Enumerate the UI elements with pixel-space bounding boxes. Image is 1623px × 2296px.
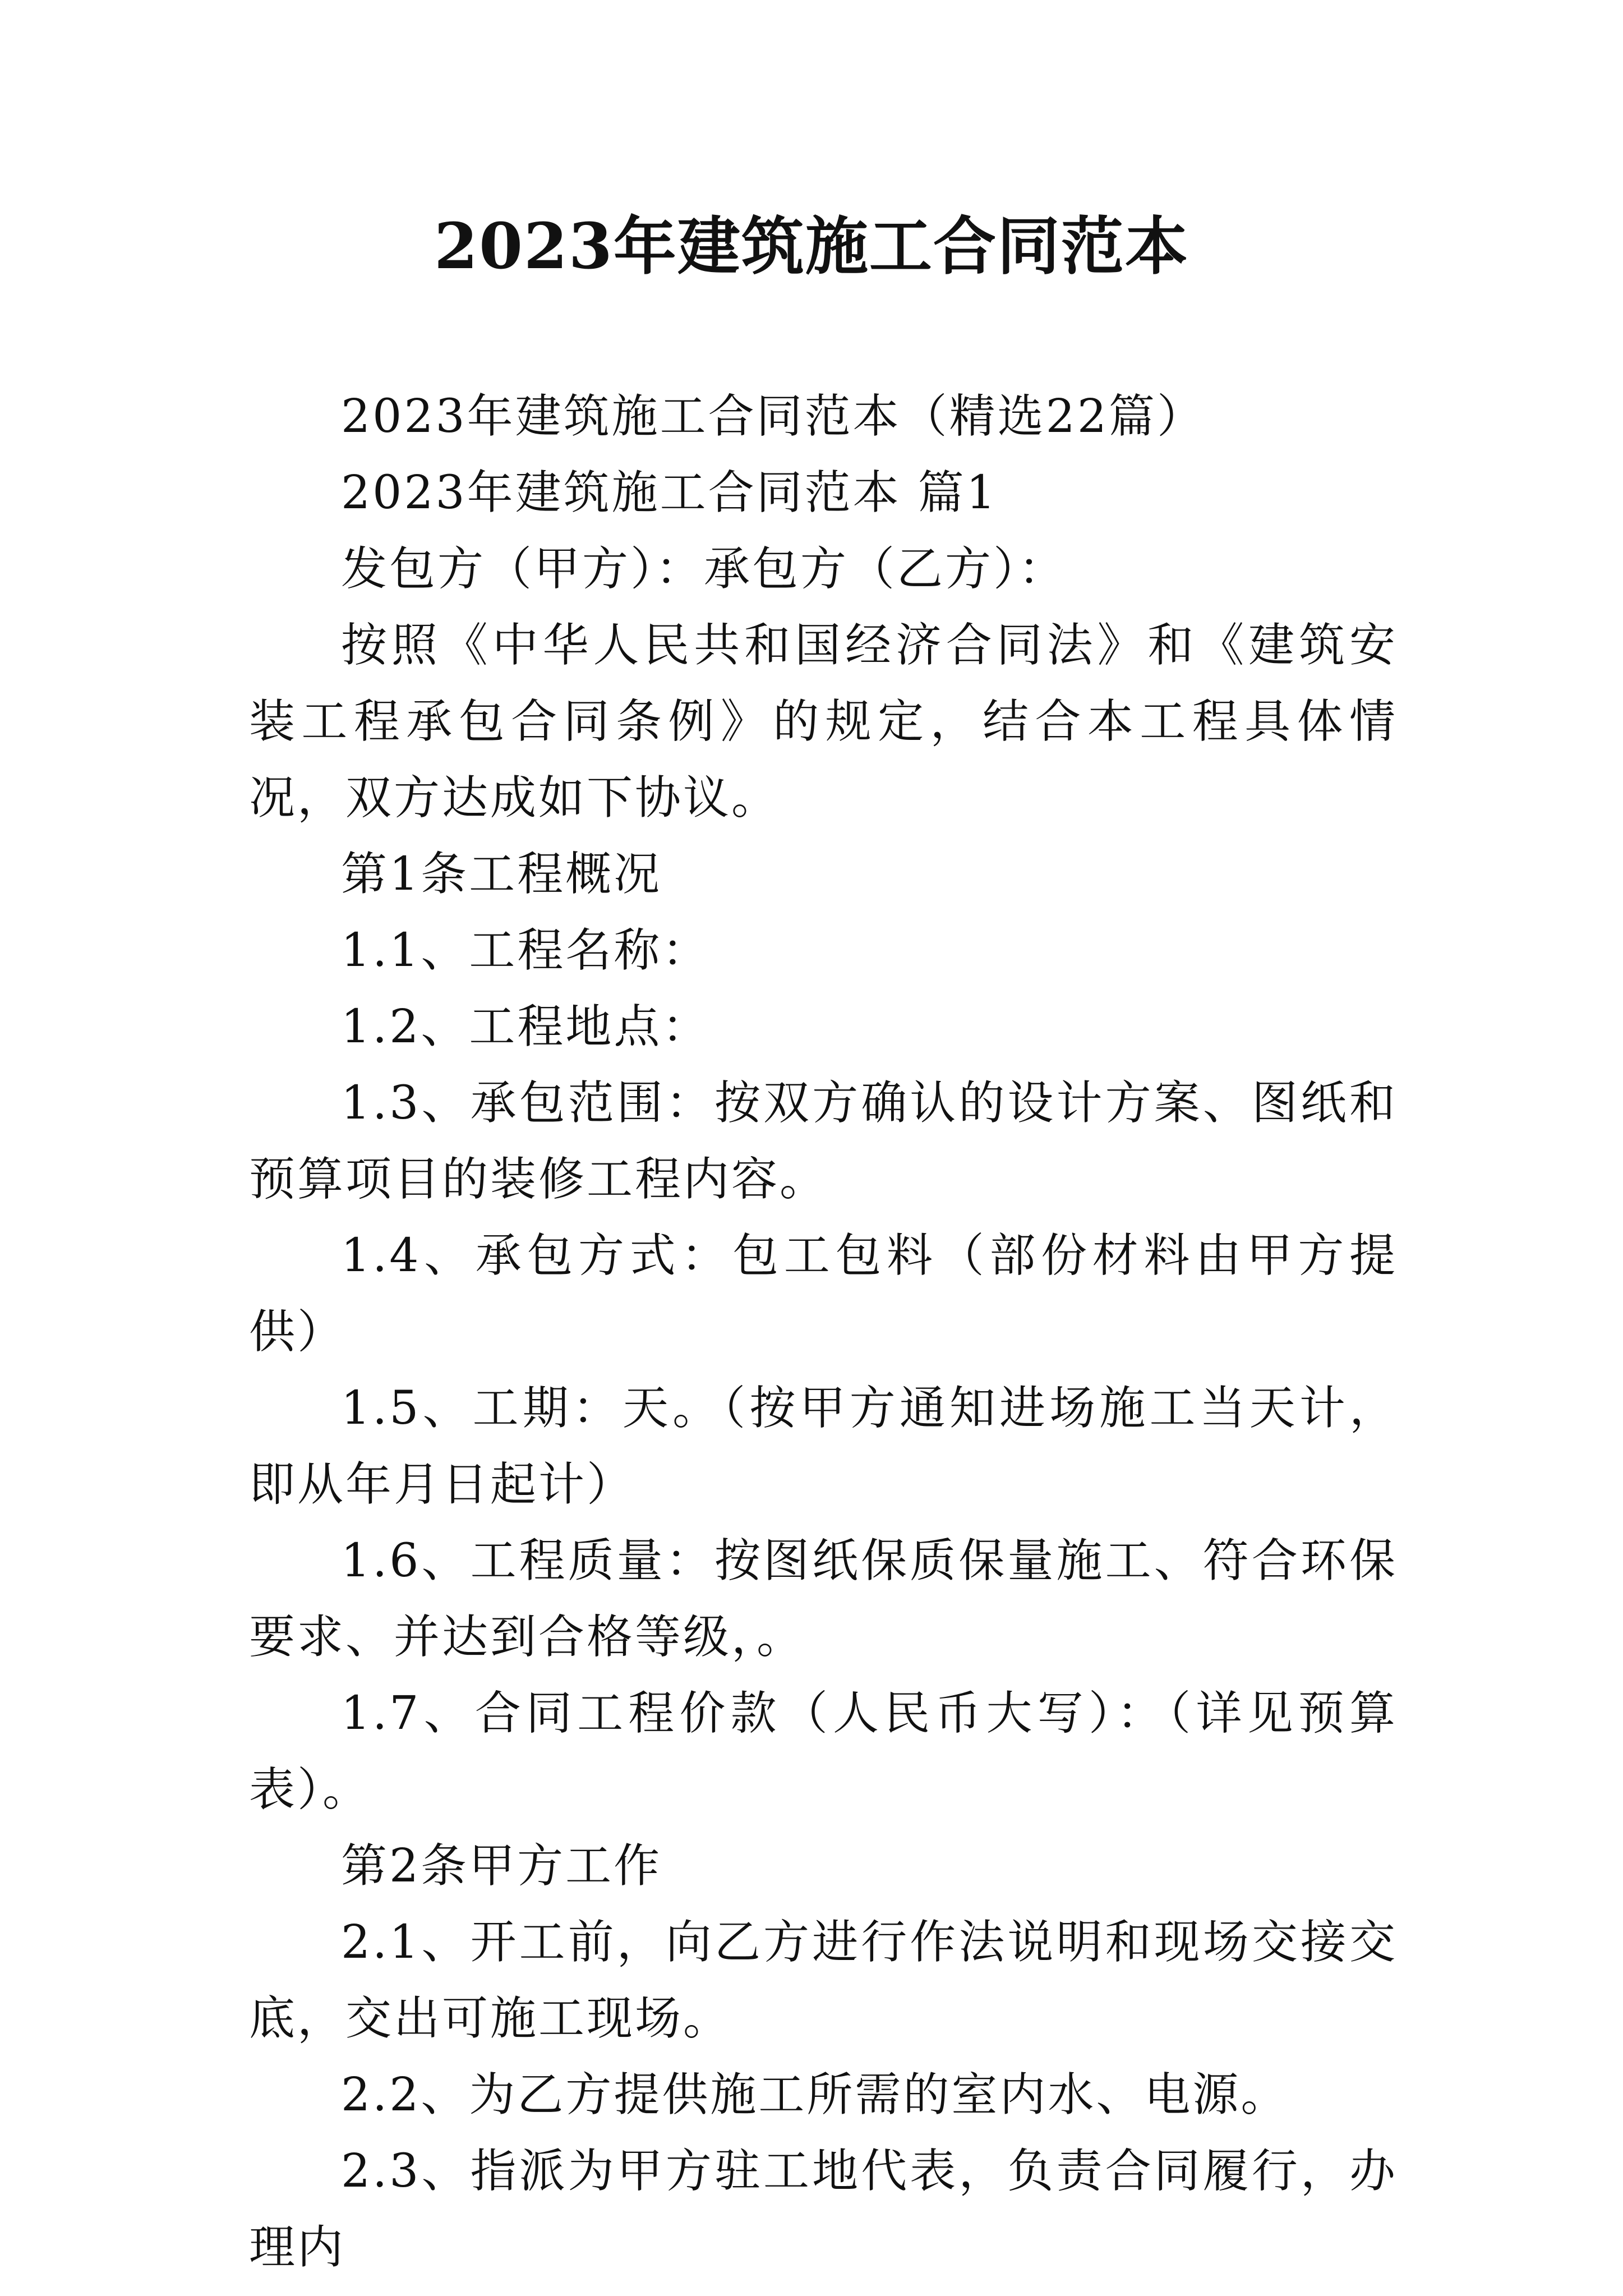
paragraph-clause-1-7: 1.7、合同工程价款（人民币大写）：（详见预算表）。 [249,1687,1398,1816]
document-title: 2023年建筑施工合同范本 [434,210,1189,283]
paragraph-clause-2-2: 2.2、为乙方提供施工所需的室内水、电源。 [341,2068,1289,2122]
paragraph-clause-2-3: 2.3、指派为甲方驻工地代表，负责合同履行，办理内 [249,2145,1398,2274]
paragraph-clause-1-4: 1.4、承包方式：包工包料（部份材料由甲方提供） [249,1229,1398,1359]
paragraph-subtitle: 2023年建筑施工合同范本（精选22篇） [341,390,1206,443]
paragraph-clause-1-2: 1.2、工程地点： [341,1000,711,1053]
paragraph-article-1-heading: 第1条工程概况 [341,848,662,901]
document-body [249,379,1398,2286]
paragraph-article-2-heading: 第2条甲方工作 [341,1839,662,1893]
paragraph-clause-1-6: 1.6、工程质量：按图纸保质保量施工、符合环保要求、并达到合格等级，。 [249,1534,1398,1664]
paragraph-clause-1-3: 1.3、承包范围：按双方确认的设计方案、图纸和预算项目的装修工程内容。 [249,1076,1398,1206]
paragraph-clause-1-1: 1.1、工程名称： [341,924,711,977]
paragraph-clause-2-1: 2.1、开工前，向乙方进行作法说明和现场交接交底，交出可施工现场。 [249,1916,1398,2045]
paragraph-parties: 发包方（甲方）：承包方（乙方）： [341,542,1067,596]
paragraph-preamble: 按照《中华人民共和国经济合同法》和《建筑安装工程承包合同条例》的规定，结合本工程具体情况，双方达成如下协议。 [249,619,1398,825]
paragraph-clause-1-5: 1.5、工期：天。（按甲方通知进场施工当天计，即从年月日起计） [249,1382,1398,1511]
paragraph-chapter-heading: 2023年建筑施工合同范本 篇1 [341,466,998,519]
